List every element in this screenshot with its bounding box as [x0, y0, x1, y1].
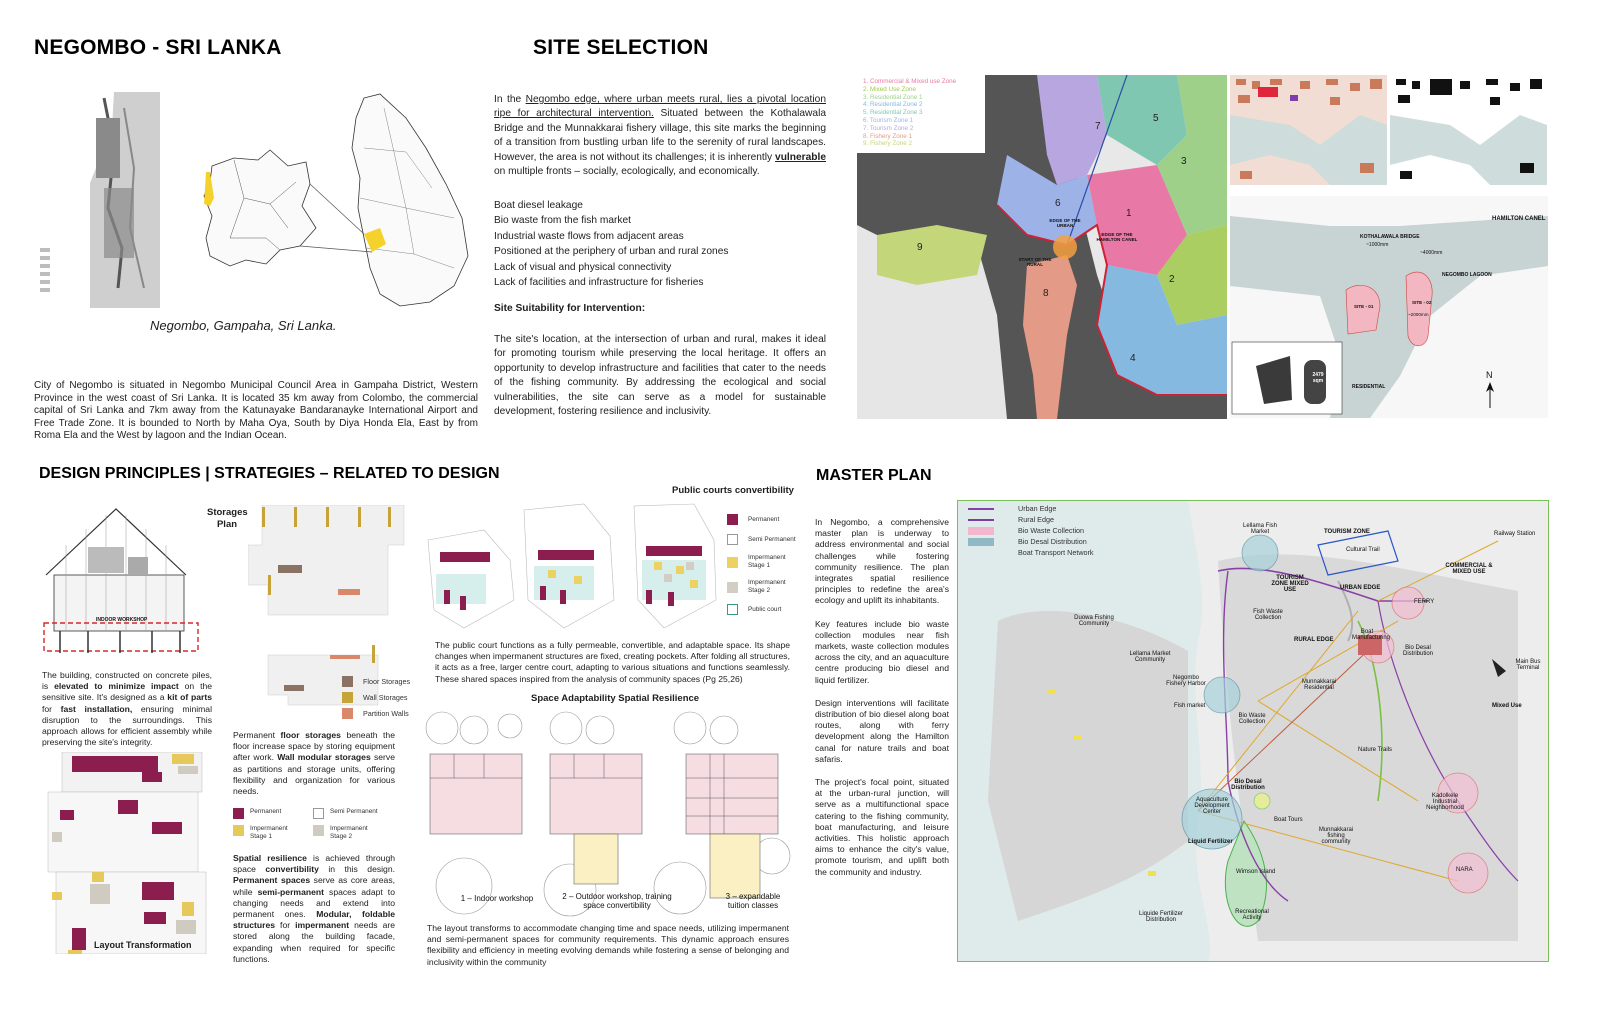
map-label: Lellama Fish Market: [1242, 523, 1277, 535]
list-item: Boat diesel leakage: [494, 200, 583, 211]
site-selection-title: SITE SELECTION: [533, 36, 709, 59]
zone-number: 3: [1181, 156, 1187, 167]
text-part: needs are stored along the building facade, expanding when required for specific functions.: [233, 920, 395, 964]
map-label: Munnakkarai fishing community: [1318, 827, 1354, 845]
gampaha-district-map: [204, 150, 316, 266]
zone-legend-item: 4. Residential Zone 2: [863, 101, 923, 109]
stage-3-plan: [686, 754, 778, 834]
permanence-legend: [233, 808, 393, 841]
layout-transformation-label: Layout Transformation: [94, 940, 192, 950]
text-part: Spatial resilience: [233, 853, 307, 863]
legend-label: Rural Edge: [1018, 515, 1054, 524]
site-intro: [494, 93, 826, 179]
legend-swatch: [727, 582, 738, 593]
stage-2-caption: 2 – Outdoor workshop, training space convertibility: [562, 892, 672, 910]
legend-label: Permanent: [748, 515, 780, 523]
list-item: Industrial waste flows from adjacent areas: [494, 230, 684, 242]
map-label: Nature Trails: [1358, 747, 1393, 753]
master-plan-legend: [968, 505, 1148, 557]
legend-swatch: [233, 825, 244, 836]
site-plan: [1230, 196, 1548, 418]
site-intro-vulnerable: vulnerable: [775, 151, 826, 163]
legend-swatch: [727, 557, 738, 568]
label-north: N: [1486, 370, 1493, 380]
legend-label: Bio Waste Collection: [1018, 526, 1085, 535]
map-label: Cultural Trail: [1346, 547, 1380, 553]
adaptability-plans: [424, 708, 796, 920]
map-label: NARA: [1456, 867, 1473, 873]
map-label: Liquide Fertilizer Distribution: [1138, 911, 1184, 923]
label-start-rural: START OF THE RURAL: [1018, 257, 1052, 267]
legend-swatch: [727, 534, 738, 545]
figure-ground-color: [1230, 75, 1387, 185]
map-label: Kadolkele Industrial Neighborhood: [1426, 793, 1464, 811]
text-part: spaces adapt to changing needs and extend into permanent ones.: [233, 886, 395, 920]
storage-text: [233, 730, 395, 797]
master-plan-text: [815, 517, 949, 878]
map-label: Bio Waste Collection: [1238, 713, 1266, 725]
text-part: Modular, foldable structures: [233, 909, 395, 931]
zone-number: 1: [1126, 208, 1132, 219]
list-item: Lack of visual and physical connectivity: [494, 261, 672, 273]
legend-label: Bio Desal Distribution: [1018, 537, 1087, 546]
negombo-description: City of Negombo is situated in Negombo Municipal Council Area in Gampaha District, Western Province in the west coast of Sri Lanka. It is located 35 km away from Colombo, the commercial capital of Sri Lanka and 7km away from the Katunayake Bandaranayke International Airport and Free Trade Zone. It is bounded to North by Maha Oya, South by Diya Honda Ela, East by from Roma Ela and the West by lagoon and the Indian Ocean.: [34, 380, 478, 442]
text-part: elevated to minimize impact: [54, 681, 179, 692]
zone-number: 8: [1043, 288, 1049, 299]
label-dist3: ~2000mm: [1408, 312, 1429, 317]
map-label: Duowa Fishing Community: [1074, 615, 1114, 627]
north-arrow: [1486, 382, 1494, 408]
legend-swatch: [313, 808, 324, 819]
map-label: Recreational Activity: [1235, 909, 1269, 921]
text-part: on the sensitive site. It's designed as a: [42, 681, 213, 703]
zone-legend-item: 6. Tourism Zone 1: [863, 116, 914, 124]
court-plan-3: [634, 504, 716, 628]
map-label: Negombo Fishery Harbor: [1166, 675, 1206, 687]
text-part: for: [42, 703, 61, 714]
zone-number: 6: [1055, 198, 1061, 209]
zoning-map: [857, 75, 1227, 419]
list-item: Lack of facilities and infrastructure for fisheries: [494, 277, 704, 289]
site-intro-middle: Situated between the Kothalawala Bridge and the Munnakkarai fishery village, this site marks the beginning of a transition from bustling urban life to the serenity of rural landscapes. However, the area is not without its challenges; it is inherently: [494, 108, 827, 163]
stage-1-caption: 1 – Indoor workshop: [460, 894, 534, 903]
zone-number: 4: [1130, 353, 1136, 364]
zone-legend-item: 2. Mixed Use Zone: [863, 85, 916, 93]
legend-label: Permanent: [250, 808, 282, 815]
text-part: floor storages: [280, 730, 341, 740]
label-edge-canal: EDGE OF THE HAMILTON CANEL: [1096, 232, 1138, 242]
legend-label: Floor Storages: [363, 677, 411, 686]
legend-label: Wall Storages: [363, 693, 408, 702]
legend-swatch: [342, 708, 353, 719]
legend-swatch: [233, 808, 244, 819]
map-label: URBAN EDGE: [1340, 585, 1381, 591]
building-text: [42, 670, 212, 748]
map-label: Bio Desal Distribution: [1402, 645, 1433, 657]
text-part: serve as partitions and storage units, offering flexibility and organization for various needs.: [233, 752, 395, 797]
zone-number: 5: [1153, 113, 1159, 124]
public-court-plans: [424, 500, 720, 632]
legend-swatch: [968, 519, 994, 521]
legend-swatch: [342, 676, 353, 687]
site-issues-list: [494, 198, 826, 290]
text-part: convertibility: [265, 864, 319, 875]
text-part: is achieved through space: [233, 853, 395, 875]
stage-3-caption: 3 – expandable tuition classes: [725, 892, 781, 910]
text-part: impermanent: [295, 920, 350, 931]
public-courts-title: Public courts convertibility: [672, 485, 794, 496]
legend-label: Partition Walls: [363, 709, 409, 718]
master-paragraph: The project's focal point, situated at the urban-rural junction, will serve as a multifunctional space catering to the fishing community, boat manufacturing, and leisure activities. This holistic approach aims to enhance the city's value, promote tourism, and uplift both the community and industry.: [815, 777, 949, 877]
map-label: RURAL EDGE: [1294, 637, 1334, 643]
map-label: Boat Manufacturing: [1352, 629, 1391, 641]
legend-label: Impermanent Stage 2: [330, 825, 368, 840]
legend-label: Impermanent Stage 2: [748, 579, 786, 594]
map-label: Mixed Use: [1492, 703, 1522, 709]
legend-swatch: [313, 825, 324, 836]
legend-label: Urban Edge: [1018, 504, 1057, 513]
stage-2-plan: [550, 754, 642, 834]
zone-legend: [857, 75, 985, 153]
site-intro-underlined: Negombo edge, where urban meets rural, lies a pivotal location ripe for architectural intervention.: [494, 94, 826, 120]
storage-legend: [342, 676, 410, 724]
label-dist2: ~4000mm: [1420, 250, 1443, 256]
legend-swatch: [968, 538, 994, 546]
zone-legend-item: 9. Fishery Zone 2: [863, 140, 912, 148]
label-residential: RESIDENTIAL: [1352, 384, 1386, 390]
court-plan-2: [524, 504, 614, 628]
label-lagoon: NEGOMBO LAGOON: [1442, 272, 1492, 278]
stage-1-plan: [430, 754, 522, 834]
site-02-area: [1406, 272, 1432, 346]
map-label: Fish market: [1174, 703, 1206, 709]
map-label: Wimson Island: [1236, 869, 1276, 875]
storages-plan-title: Storages Plan: [207, 507, 248, 530]
zone-number: 2: [1169, 274, 1175, 285]
label-edge-urban: EDGE OF THE URBAN: [1049, 218, 1081, 228]
text-part: The building, constructed on concrete piles, is: [42, 670, 212, 692]
legend-label: Semi Permanent: [748, 535, 796, 543]
map-label: Main Bus Terminal: [1515, 659, 1541, 671]
label-bridge: KOTHALAWALA BRIDGE: [1360, 234, 1420, 240]
map-label: Aquaculture Development Center: [1194, 797, 1230, 815]
section-drawing: [36, 505, 206, 663]
zone-number: 9: [917, 242, 923, 253]
legend-label: Impermanent Stage 1: [748, 554, 786, 569]
text-part: Wall modular storages: [277, 752, 371, 763]
map-label: Munnakkarai Residential: [1301, 679, 1337, 691]
master-paragraph: In Negombo, a comprehensive master plan is underway to address environmental and social challenges while fostering community resilience. The plan integrates spatial resilience principles to redefine the area's ecology and uplift its inhabitants.: [815, 517, 949, 606]
legend-label: Public court: [748, 605, 782, 613]
spatial-resilience-text: [233, 853, 395, 965]
list-item: Positioned at the periphery of urban and rural zones: [494, 246, 729, 258]
legend-swatch: [968, 527, 994, 535]
label-site2: SITE - 02: [1412, 300, 1432, 305]
label-dist1: ~1000mm: [1366, 242, 1389, 248]
list-item: Bio waste from the fish market: [494, 215, 632, 227]
legend-swatch: [727, 604, 738, 615]
text-part: ensuring minimal disruption to the surroundings. This approach allows for efficient assembly while preserving the site's integrity.: [42, 703, 212, 748]
text-part: fast installation,: [60, 703, 133, 714]
label-hamilton: HAMILTON CANEL: [1492, 216, 1546, 222]
suitability-text: The site's location, at the intersection of urban and rural, makes it ideal for promoting tourism while preserving the local heritage. It offers an opportunity to develop infrastructure and facilities that cater to the needs of the fishing community. By addressing the ecological and social vulnerabilities, the site can serve as a model for sustainable development, fostering resilience and inclusivity.: [494, 334, 826, 418]
legend-swatch: [342, 692, 353, 703]
figure-ground-bw: [1390, 75, 1547, 185]
site-intro-prefix: In the: [494, 94, 526, 105]
layout-transformation-plan: [42, 752, 212, 954]
map-label: TOURISM ZONE: [1324, 529, 1370, 535]
master-plan-map: [957, 500, 1549, 962]
text-part: Permanent: [233, 730, 281, 740]
site-marker: [1053, 235, 1077, 259]
map-caption: Negombo, Gampaha, Sri Lanka.: [150, 318, 337, 333]
map-label: FERRY: [1414, 599, 1435, 605]
text-part: in this design.: [318, 864, 395, 875]
zone-legend-item: 8. Fishery Zone 1: [863, 132, 912, 140]
site-intro-end: on multiple fronts – socially, ecologically, and economically.: [494, 166, 760, 178]
label-area: 2479 sqm: [1312, 372, 1324, 384]
map-label: Boat Tours: [1274, 817, 1303, 823]
zone-legend-item: 3. Residential Zone 1: [863, 93, 923, 101]
map-label: Bio Desal Distribution: [1231, 779, 1265, 791]
master-plan-title: MASTER PLAN: [816, 467, 932, 484]
map-label: COMMERCIAL & MIXED USE: [1445, 563, 1493, 575]
zone-number: 7: [1095, 121, 1101, 132]
text-part: serve as core areas, while: [233, 875, 396, 897]
court-plan-1: [428, 530, 514, 628]
design-principles-title: DESIGN PRINCIPLES | STRATEGIES – RELATED TO DESIGN: [39, 465, 500, 482]
site-01-area: [1346, 285, 1380, 334]
negombo-location-maps: [34, 88, 484, 316]
negombo-title: NEGOMBO - SRI LANKA: [34, 36, 282, 59]
map-label: Railway Station: [1494, 531, 1536, 537]
zone-legend-item: 1. Commercial & Mixed use Zone: [863, 78, 957, 85]
zone-legend-item: 5. Residential Zone 3: [863, 109, 923, 117]
court-text: The public court functions as a fully permeable, convertible, and adaptable space. Its shape changes when impermanent structures are fixed, creating pockets. After folding all structures, it acts as a free, larger centre court, adapting to various situations and functions seamlessly. These shared spaces inspired from the analysis of community spaces (Pg 25,26): [435, 640, 790, 684]
legend-swatch: [968, 508, 994, 510]
label-site1: SITE - 01: [1354, 304, 1374, 309]
legend-label: Boat Transport Network: [1018, 548, 1094, 557]
zone-legend-item: 7. Tourism Zone 2: [863, 124, 914, 132]
text-part: for: [275, 920, 296, 931]
legend-label: Semi Permanent: [330, 808, 378, 815]
master-paragraph: Key features include bio waste collection modules near fish markets, waste collection modules across the city, and an aquaculture centre producing bio diesel and liquid fertilizer.: [815, 618, 949, 685]
text-part: kit of parts: [167, 692, 212, 703]
text-part: semi-permanent: [257, 886, 324, 897]
layout-text: The layout transforms to accommodate changing time and space needs, utilizing impermanent and semi-permanent spaces for community requirements. This dynamic approach ensures flexibility and efficiency in meeting evolving demands while fostering a sense of belonging and inclusivity within the community: [427, 923, 789, 967]
text-part: beneath the floor increase space by storing equipment after work.: [233, 730, 395, 763]
map-label: Lellama Market Community: [1129, 651, 1171, 663]
text-part: Permanent spaces: [233, 875, 311, 886]
map-label: TOURISM ZONE MIXED USE: [1271, 575, 1309, 593]
map-label: Fish Waste Collection: [1253, 609, 1283, 621]
master-paragraph: Design interventions will facilitate distribution of bio diesel along boat routes, along with ferry development along the Hamilton canal for nature trails and boat safaris.: [815, 697, 949, 764]
legend-swatch: [727, 514, 738, 525]
court-legend: [727, 514, 797, 620]
legend-swatch: [968, 552, 994, 554]
legend-label: Impermanent Stage 1: [250, 825, 288, 840]
suitability-title: Site Suitability for Intervention:: [494, 303, 646, 314]
indoor-workshop-label: INDOOR WORKSHOP: [96, 617, 148, 623]
adaptability-title: Space Adaptability Spatial Resilience: [531, 693, 700, 704]
map-label: Liquid Fertilizer: [1188, 839, 1233, 845]
location-maps-svg: [34, 88, 484, 316]
